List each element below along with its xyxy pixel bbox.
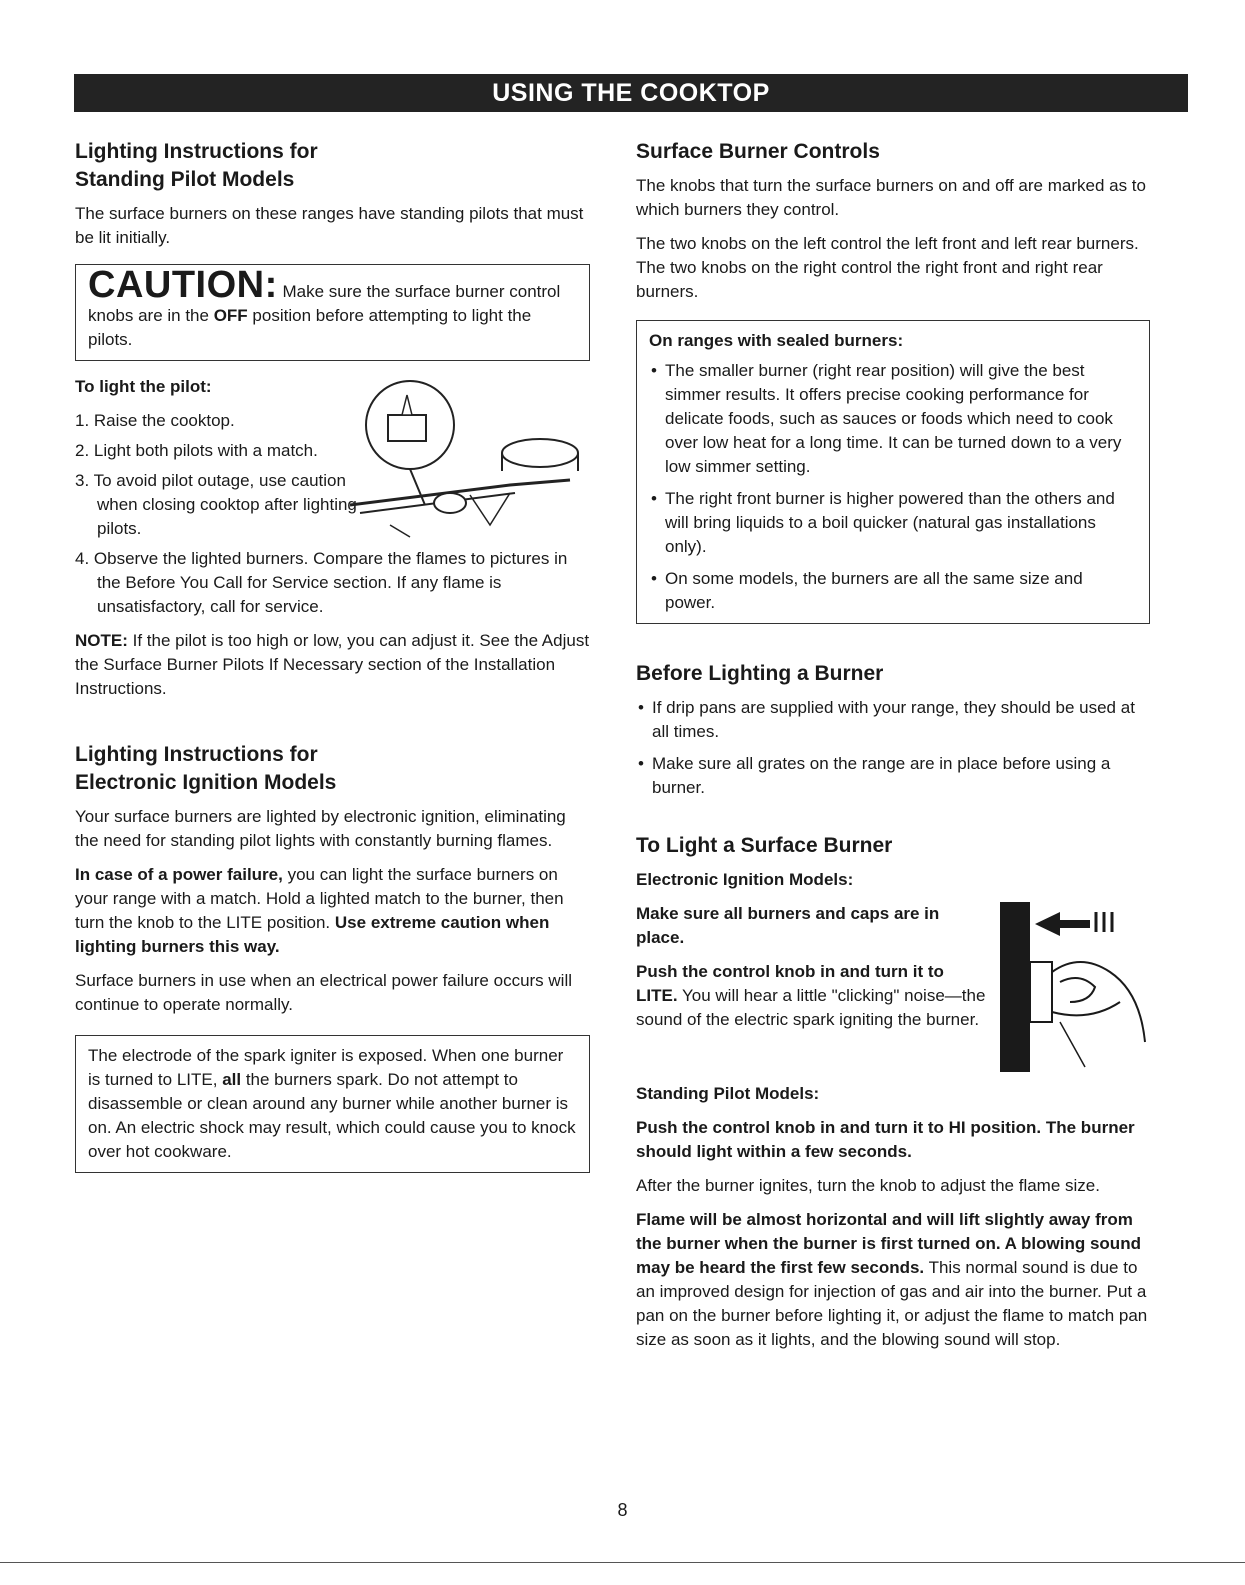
footer-rule (0, 1562, 1245, 1563)
pilot-lighting-illustration (350, 375, 590, 555)
normal-operation-text: Surface burners in use when an electrical power failure occurs will continue to operate normally. (75, 971, 573, 1014)
caution-off: OFF (213, 306, 248, 325)
pilot-step: 4. Observe the lighted burners. Compare the flames to pictures in the Before You Call for Service section. If any flame is unsatisfactory, call for service. (75, 549, 568, 616)
pilot-step: 3. To avoid pilot outage, use caution when closing cooktop after lighting pilots. (75, 471, 357, 538)
electrode-warning-text: The electrode of the spark igniter is exposed. When one burner is turned to LITE, all the burners spark. Do not attempt to disassemble or clean around any burner while another burner is on. An electric shock may result, which could cause you to knock over hot cookware. (88, 1046, 576, 1161)
caution-text-2: position before attempting to light the pilots. (88, 306, 532, 349)
pilot-step: 1. Raise the cooktop. (75, 411, 235, 430)
pilot-step: 2. Light both pilots with a match. (75, 441, 318, 460)
standing-pilot-subheading: Standing Pilot Models: (636, 1084, 820, 1103)
pilot-note (75, 629, 590, 701)
list-item: • The right front burner is higher powered than the others and will bring liquids to a boil quicker (natural gas installations only). (649, 487, 1137, 559)
pilot-instructions (75, 375, 590, 619)
caution-text-1: Make sure the surface burner control knobs are in the (88, 282, 561, 325)
list-item: • If drip pans are supplied with your range, they should be used at all times. (636, 696, 1150, 744)
flame-description: Flame will be almost horizontal and will lift slightly away from the burner when the burner is first turned on. A blowing sound may be heard the first few seconds. This normal sound is due to an improved design for injection of gas and air into the burner. Put a pan on the burner before lighting it, or adjust the flame to match pan size as soon as it lights, and the blowing sound will stop. (636, 1210, 1148, 1349)
note-label: NOTE: (75, 631, 128, 650)
list-item: • Make sure all grates on the range are in place before using a burner. (636, 752, 1150, 800)
before-lighting-list (636, 696, 1150, 800)
power-failure-caution: Use extreme caution when lighting burners this way. (75, 913, 550, 956)
electronic-models-subheading: Electronic Ignition Models: (636, 870, 854, 889)
make-sure-caps-text: Make sure all burners and caps are in place. (636, 904, 940, 947)
electronic-intro: Your surface burners are lighted by electronic ignition, eliminating the need for standing pilot lights with constantly burning flames. (75, 807, 566, 850)
page-number: 8 (617, 1500, 628, 1520)
caution-box (75, 264, 590, 361)
right-column (636, 138, 1150, 1362)
push-knob-lite-text: Push the control knob in and turn it to LITE. You will hear a little "clicking" noise—the sound of the electric spark igniting the burner. (636, 962, 986, 1029)
sealed-burners-title: On ranges with sealed burners: (649, 331, 904, 350)
knob-push-illustration (1000, 902, 1150, 1082)
push-knob-hi-text: Push the control knob in and turn it to HI position. The burner should light within a few seconds. (636, 1118, 1135, 1161)
list-item: • On some models, the burners are all the same size and power. (649, 567, 1137, 615)
electrode-warning-box (75, 1035, 590, 1173)
page-banner: USING THE COOKTOP (74, 74, 1188, 112)
list-item: • The smaller burner (right rear position) will give the best simmer results. It offers precise cooking performance for delicate foods, such as sauces or foods which need to cook over low heat for a long time. It can be turned down to a very low simmer setting. (649, 359, 1137, 479)
electronic-ignition-heading: Lighting Instructions for Electronic Ignition Models (75, 743, 337, 794)
power-failure-text: In case of a power failure, you can light the surface burners on your range with a match. Hold a lighted match to the burner, then turn the knob to the LITE position. Use extreme caution when lighting burners this way. (75, 865, 564, 956)
standing-pilot-heading: Lighting Instructions for Standing Pilot Models (75, 140, 318, 191)
sealed-burners-box (636, 320, 1150, 624)
note-text: If the pilot is too high or low, you can adjust it. See the Adjust the Surface Burner Pilots If Necessary section of the Installation Instructions. (75, 631, 590, 698)
controls-p1: The knobs that turn the surface burners on and off are marked as to which burners they control. (636, 176, 1146, 219)
to-light-burner-heading: To Light a Surface Burner (636, 834, 893, 857)
caution-label: CAUTION: (88, 264, 278, 306)
standing-pilot-intro: The surface burners on these ranges have standing pilots that must be lit initially. (75, 204, 584, 247)
surface-burner-controls-heading: Surface Burner Controls (636, 140, 880, 163)
left-column (75, 138, 590, 1187)
before-lighting-heading: Before Lighting a Burner (636, 662, 884, 685)
after-ignites-text: After the burner ignites, turn the knob to adjust the flame size. (636, 1176, 1100, 1195)
to-light-pilot-heading: To light the pilot: (75, 377, 212, 396)
controls-p2: The two knobs on the left control the left front and left rear burners. The two knobs on the right control the right front and right rear burners. (636, 234, 1139, 301)
sealed-burners-list (649, 359, 1137, 615)
